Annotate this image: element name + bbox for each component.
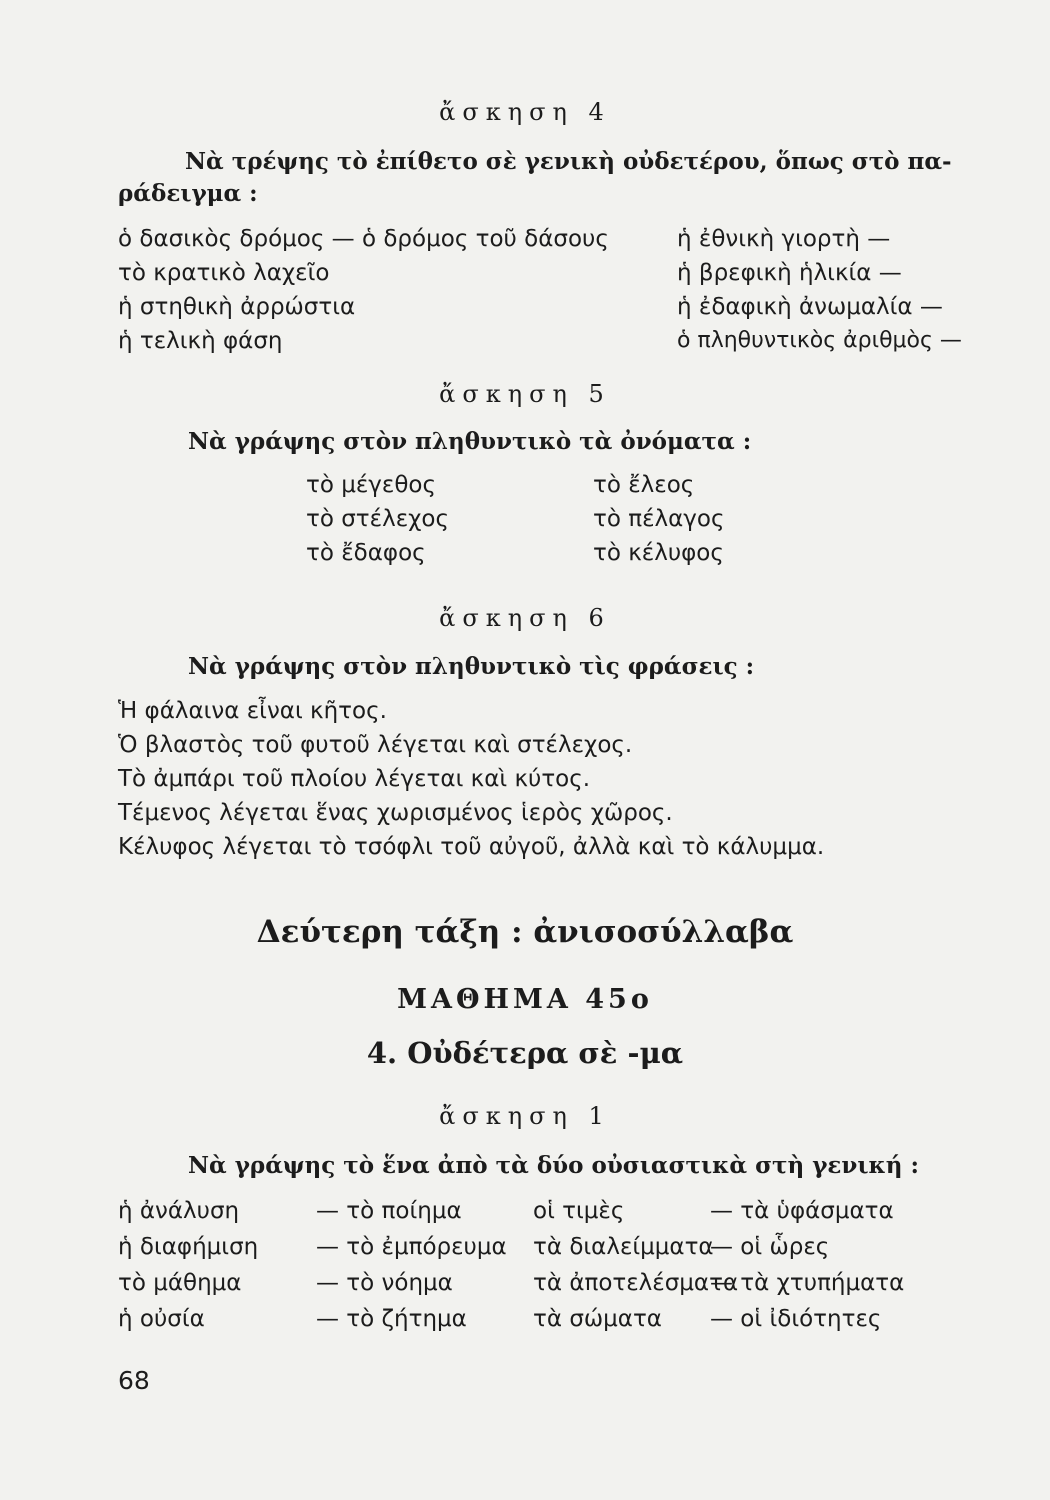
exercise1-col1-item: ἡ ἀνάλυση [118,1198,240,1224]
exercise5-heading: ἄσκηση 5 [439,380,611,408]
exercise1-col2-item: — τὸ νόημα [316,1270,453,1296]
exercise4-left-item: ἡ στηθικὴ ἀρρώστια [118,294,356,320]
exercise1-col4-item: — τὰ χτυπήματα [710,1270,905,1296]
exercise5-instruction: Νὰ γράψης στὸν πληθυντικὸ τὰ ὀνόματα : [188,428,752,455]
exercise1-col2-item: — τὸ ποίημα [316,1198,462,1224]
exercise1-col3-item: οἱ τιμὲς [533,1198,625,1224]
exercise4-heading: ἄσκηση 4 [439,98,611,126]
exercise4-left-item: τὸ κρατικὸ λαχεῖο [118,260,330,286]
exercise6-sentence: Τὸ ἀμπάρι τοῦ πλοίου λέγεται καὶ κύτος. [118,766,591,792]
exercise1-col2-item: — τὸ ζήτημα [316,1306,467,1332]
exercise5-right-item: τὸ κέλυφος [593,540,724,566]
exercise5-left-item: τὸ στέλεχος [306,506,449,532]
page-number: 68 [118,1366,150,1395]
section-title: Δεύτερη τάξη : ἀνισοσύλλαβα [256,914,794,950]
exercise5-right-item: τὸ ἔλεος [593,472,695,498]
exercise1-col3-item: τὰ ἀποτελέσματα [533,1270,739,1296]
exercise4-right-item: ἡ ἐδαφικὴ ἀνωμαλία — [677,294,943,320]
exercise1-col2-item: — τὸ ἐμπόρευμα [316,1234,507,1260]
exercise1-col1-item: ἡ οὐσία [118,1306,205,1332]
exercise4-instruction-line2: ράδειγμα : [118,180,258,207]
exercise1-col1-item: ἡ διαφήμιση [118,1234,259,1260]
exercise1-heading: ἄσκηση 1 [439,1102,611,1130]
exercise6-sentence: Τέμενος λέγεται ἕνας χωρισμένος ἱερὸς χῶρος. [118,800,673,826]
exercise1-col3-item: τὰ διαλείμματα [533,1234,714,1260]
exercise1-col4-item: — τὰ ὑφάσματα [710,1198,894,1224]
exercise5-left-item: τὸ μέγεθος [306,472,436,498]
exercise4-instruction-line1: Νὰ τρέψης τὸ ἐπίθετο σὲ γενικὴ οὐδετέρου, ὅπως στὸ πα- [185,148,952,175]
exercise1-col3-item: τὰ σώματα [533,1306,662,1332]
exercise6-heading: ἄσκηση 6 [439,604,611,632]
exercise4-right-item: ὁ πληθυντικὸς ἀριθμὸς — [677,328,962,353]
exercise4-left-item: ὁ δασικὸς δρόμος — ὁ δρόμος τοῦ δάσους [118,226,609,252]
exercise6-sentence: Ἡ φάλαινα εἶναι κῆτος. [118,698,387,724]
exercise1-col4-item: — οἱ ἰδιότητες [710,1306,882,1332]
lesson-title: ΜΑΘΗΜΑ 45ο [397,984,653,1015]
exercise5-right-item: τὸ πέλαγος [593,506,725,532]
exercise1-instruction: Νὰ γράψης τὸ ἕνα ἀπὸ τὰ δύο οὐσιαστικὰ στὴ γενική : [188,1152,919,1179]
exercise4-right-item: ἡ βρεφικὴ ἡλικία — [677,260,902,286]
exercise1-col4-item: — οἱ ὧρες [710,1234,830,1260]
exercise1-col1-item: τὸ μάθημα [118,1270,242,1296]
exercise4-left-item: ἡ τελικὴ φάση [118,328,283,354]
lesson-subtitle: 4. Οὐδέτερα σὲ -μα [366,1036,684,1070]
exercise4-right-item: ἡ ἐθνικὴ γιορτὴ — [677,226,891,252]
exercise6-instruction: Νὰ γράψης στὸν πληθυντικὸ τὶς φράσεις : [188,653,755,680]
exercise5-left-item: τὸ ἔδαφος [306,540,426,566]
exercise6-sentence: Κέλυφος λέγεται τὸ τσόφλι τοῦ αὐγοῦ, ἀλλὰ καὶ τὸ κάλυμμα. [118,834,825,860]
exercise6-sentence: Ὁ βλαστὸς τοῦ φυτοῦ λέγεται καὶ στέλεχος. [118,732,633,758]
